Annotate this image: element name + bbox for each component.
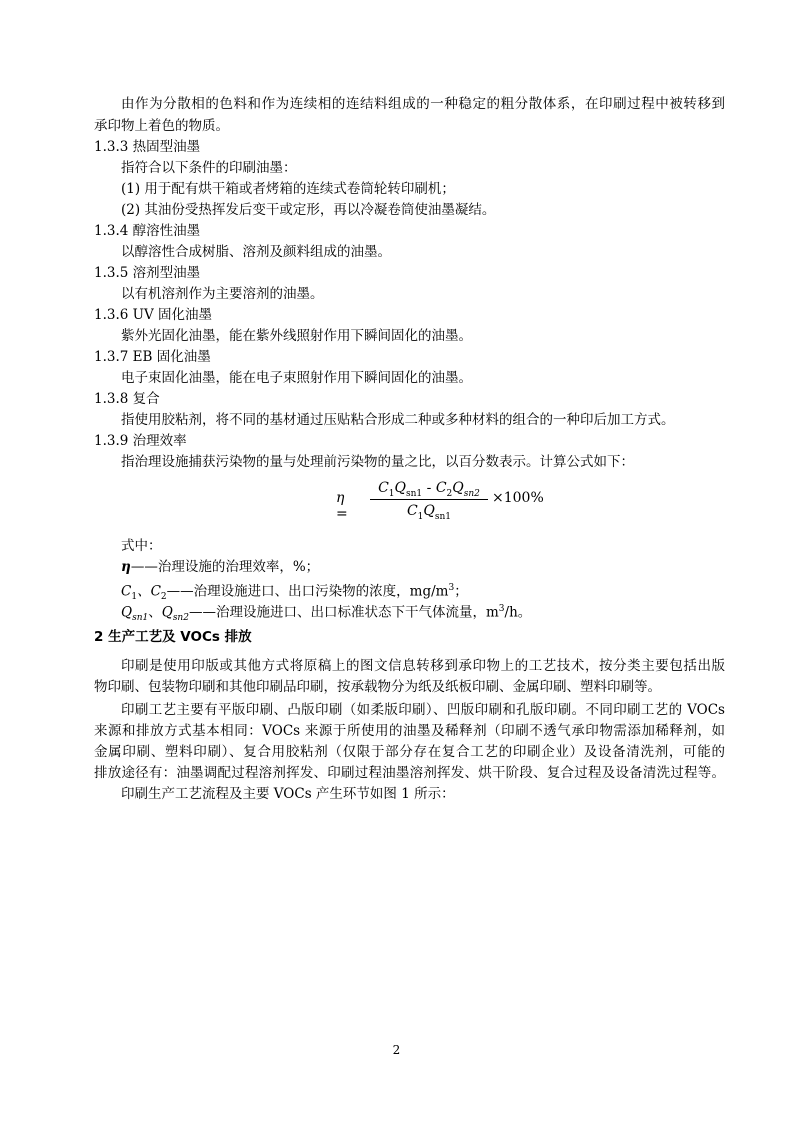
paragraph-line: 排放途径有：油墨调配过程溶剂挥发、印刷过程油墨溶剂挥发、烘干阶段、复合过程及设备清洗过程等。 (94, 765, 725, 781)
paragraph-line: 印刷是使用印版或其他方式将原稿上的图文信息转移到承印物上的工艺技术，按分类主要包括出版 (121, 658, 725, 674)
paragraph-line: 指使用胶粘剂，将不同的基材通过压贴粘合形成二种或多种材料的组合的一种印后加工方式。 (121, 412, 675, 428)
paragraph-line: 指治理设施捕获污染物的量与处理前污染物的量之比，以百分数表示。计算公式如下： (121, 454, 634, 470)
section-heading: 1.3.8 复合 (94, 391, 160, 407)
paragraph-line: 印刷生产工艺流程及主要 VOCs 产生环节如图 1 所示： (121, 786, 455, 802)
definition-flow: $Q_{sn1}$、$Q_{sn2}——$治理设施进口、出口标准状态下干气体流量，$m^3/h$。 (121, 604, 532, 624)
paragraph-line: 以有机溶剂作为主要溶剂的油墨。 (121, 286, 324, 302)
list-item: (2) 其油份受热挥发后变干或定形，再以冷凝卷筒使油墨凝结。 (121, 202, 496, 218)
chapter-heading: 2 生产工艺及 VOCs 排放 (94, 629, 252, 645)
section-heading: 1.3.7 EB 固化油墨 (94, 349, 211, 365)
definition-concentration: $C_1$、$C_2——$治理设施进口、出口污染物的浓度，$mg/m^3$； (121, 583, 468, 603)
paragraph-line: 紫外光固化油墨，能在紫外线照射作用下瞬间固化的油墨。 (121, 328, 472, 344)
formula-numerator: $C_1Q_{sn1} - C_2Q_{sn2}$ (378, 480, 480, 499)
section-heading: 1.3.4 醇溶性油墨 (94, 223, 201, 239)
section-heading: 1.3.9 治理效率 (94, 433, 187, 449)
section-heading: 1.3.3 热固型油墨 (94, 139, 201, 155)
where-label: 式中： (121, 538, 162, 554)
paragraph-line: 来源和排放方式基本相同：VOCs 来源于所使用的油墨及稀释剂（印刷不透气承印物需添加稀释剂，如 (94, 723, 725, 739)
paragraph-line: 承印物上着色的物质。 (94, 118, 229, 134)
formula-lhs: η = (336, 490, 348, 522)
formula-fraction (370, 478, 488, 521)
list-item: (1) 用于配有烘干箱或者烤箱的连续式卷筒轮转印刷机； (121, 181, 455, 197)
page-number: 2 (392, 1043, 401, 1057)
paragraph-line: 印刷工艺主要有平版印刷、凸版印刷（如柔版印刷）、凹版印刷和孔版印刷。不同印刷工艺的 VOCs (121, 702, 725, 718)
section-heading: 1.3.5 溶剂型油墨 (94, 265, 201, 281)
paragraph-line: 电子束固化油墨，能在电子束照射作用下瞬间固化的油墨。 (121, 370, 472, 386)
paragraph-line: 以醇溶性合成树脂、溶剂及颜料组成的油墨。 (121, 244, 391, 260)
paragraph-line: 由作为分散相的色料和作为连续相的连结料组成的一种稳定的粗分散体系，在印刷过程中被转移到 (121, 96, 725, 112)
fraction-bar (370, 499, 488, 500)
formula-rhs: ×100% (492, 490, 544, 506)
paragraph-line: 金属印刷、塑料印刷）、复合用胶粘剂（仅限于部分存在复合工艺的印刷企业）及设备清洗剂，可能的 (94, 744, 725, 760)
definition-eta: η——治理设施的治理效率，%； (121, 559, 320, 575)
paragraph-line: 物印刷、包装物印刷和其他印刷品印刷，按承载物分为纸及纸板印刷、金属印刷、塑料印刷等。 (94, 679, 661, 695)
paragraph-line: 指符合以下条件的印刷油墨： (121, 160, 297, 176)
section-heading: 1.3.6 UV 固化油墨 (94, 307, 213, 323)
formula-denominator: $C_1Q_{sn1}$ (406, 503, 452, 522)
